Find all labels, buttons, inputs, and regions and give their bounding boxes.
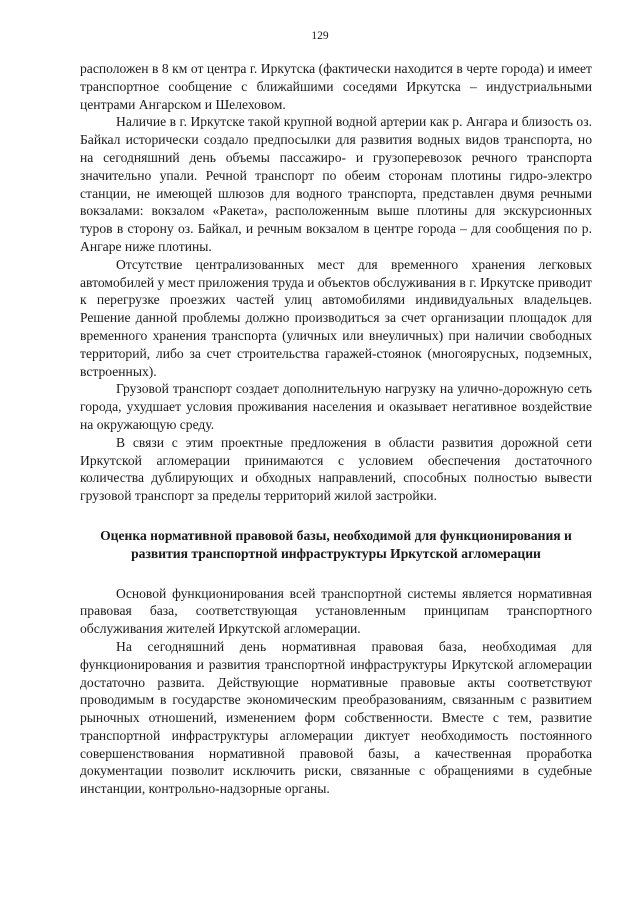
- paragraph: Основой функционирования всей транспортной системы является нормативная правовая база, соответствующая установленным принципам транспортного обслуживания жителей Иркутской агломерации.: [80, 585, 592, 637]
- paragraph: На сегодняшний день нормативная правовая база, необходимая для функционирования и развития транспортной инфраструктуры Иркутской агломерации достаточно развита. Действующие нормативные правовые акты соответствуют проводимым в государстве экономическим преобразованиям, связанным с развитием рыночных отношений, изменением форм собственности. Вместе с тем, развитие транспортной инфраструктуры агломерации диктует необходимость постоянного совершенствования нормативной правовой базы, а качественная проработка документации позволит исключить риски, связанные с обращениями в судебные инстанции, контрольно-надзорные органы.: [80, 638, 592, 797]
- paragraph: расположен в 8 км от центра г. Иркутска (фактически находится в черте города) и имеет транспортное сообщение с ближайшими соседями Иркутска – индустриальными центрами Ангарском и Шелеховом.: [80, 61, 592, 112]
- page-number: 129: [311, 30, 329, 42]
- paragraph: Наличие в г. Иркутске такой крупной водной артерии как р. Ангара и близость оз. Байкал исторически создало предпосылки для развития водных видов транспорта, но на сегодняшний день объемы пассажиро- и грузоперевозок речного транспорта значительно упали. Речной транспорт по обеим сторонам плотины гидро-электро станции, не имеющей шлюзов для водного транспорта, представлен двумя речными вокзалами: вокзалом «Ракета», расположенным выше плотины для экскурсионных туров в сторону оз. Байкал, и речным вокзалом в центре города – для сообщения по р. Ангаре ниже плотины.: [80, 114, 592, 254]
- document-body: [80, 60, 592, 798]
- paragraph: Отсутствие централизованных мест для временного хранения легковых автомобилей у мест приложения труда и объектов обслуживания в г. Иркутске приводит к перегрузке проезжих частей улиц автомобилями индивидуальных владельцев. Решение данной проблемы должно производиться за счет организации площадок для временного хранения транспорта (уличных или внеуличных) при наличии свободных территорий, либо за счет строительства гаражей-стоянок (многоярусных, подземных, встроенных).: [80, 256, 592, 379]
- paragraph: В связи с этим проектные предложения в области развития дорожной сети Иркутской агломерации принимаются с условием обеспечения достаточного количества дублирующих и обходных направлений, способных полностью вывести грузовой транспорт за пределы территорий жилой застройки.: [80, 434, 592, 504]
- paragraph: Грузовой транспорт создает дополнительную нагрузку на улично-дорожную сеть города, ухудшает условия проживания населения и оказывает негативное воздействие на окружающую среду.: [80, 381, 592, 432]
- section-heading: Оценка нормативной правовой базы, необходимой для функционирования и развития транспортной инфраструктуры Иркутской агломерации: [100, 527, 572, 561]
